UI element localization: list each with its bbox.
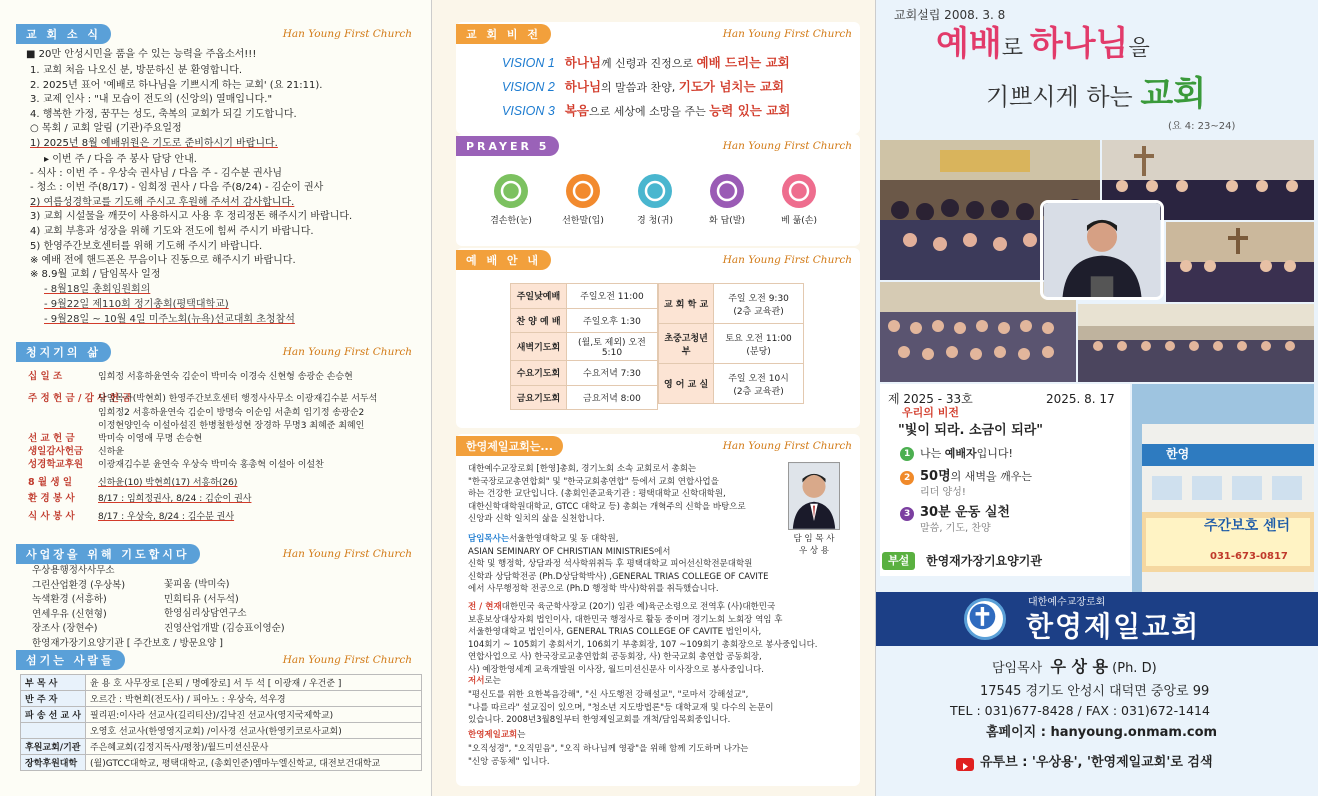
prayer-label: 베 풂(손) bbox=[781, 216, 817, 226]
worship-label: 영 어 교 실 bbox=[659, 364, 714, 404]
offering-names: 담임목사(박현희) 한영주간보호센터 행정사사무소 이광재김수분 서두석 bbox=[98, 394, 378, 404]
church-head: 한영제일교회 bbox=[468, 730, 518, 740]
business-item: 장조사 (장현수) bbox=[32, 623, 98, 634]
youtube-text: 유투브 : '우상용', '한영제일교회'로 검색 bbox=[980, 755, 1213, 770]
worship-time bbox=[714, 324, 804, 364]
news-item: - 9월22일 제110회 정기총회(평택대학교) bbox=[44, 299, 229, 310]
worship-label: 새벽기도회 bbox=[511, 333, 567, 361]
church-line: "오직성경", "오직믿음", "오직 하나님께 영광"을 위해 함께 기도하며 나가는 bbox=[468, 744, 749, 754]
business-item: 민희티유 (서두석) bbox=[164, 593, 239, 605]
biz-header bbox=[16, 544, 420, 564]
intro-header bbox=[456, 436, 860, 456]
motto-ref: (요 4: 23~24) bbox=[1168, 121, 1236, 132]
church-name: 한영제일교회 bbox=[1026, 610, 1201, 643]
book-head: 저서 bbox=[468, 676, 485, 686]
annex-tag: 부설 bbox=[882, 552, 915, 570]
prayer-label: 선한말(입) bbox=[562, 216, 604, 226]
annex-name: 한영재가장기요양기관 bbox=[926, 554, 1042, 568]
founded-date: 교회설립 2008. 3. 8 bbox=[894, 8, 1006, 22]
offering-label: 식 사 봉 사 bbox=[28, 511, 75, 522]
worship-label: 찬 양 예 배 bbox=[511, 308, 567, 333]
worship-row bbox=[659, 284, 804, 324]
business-item: 한영심리상담연구소 bbox=[164, 608, 247, 619]
vision-key: 하나님 bbox=[564, 79, 602, 94]
edu-text: 서울한영대학교 및 동 대학원, bbox=[509, 534, 619, 544]
vision-header bbox=[456, 24, 860, 44]
serve-value: 오르간 : 박현희(전도사) / 피아노 : 우상숙, 석우경 bbox=[86, 691, 422, 707]
pastor-name: 우 상 용 bbox=[1050, 657, 1109, 676]
intro-line: 대한신학대학원대학교, GTCC 대학교 등) 총회는 개혁주의 신학을 바탕으로 bbox=[468, 501, 746, 512]
pastor-photo bbox=[788, 462, 840, 530]
offer-title: 청지기의 삶 bbox=[16, 342, 111, 362]
photo-worship-team bbox=[1166, 222, 1314, 302]
worship-time-line2: (2층 교육관) bbox=[733, 306, 784, 317]
vision-2-post: 의 새벽을 깨우는 bbox=[950, 470, 1033, 483]
offering-label: 환 경 봉 사 bbox=[28, 493, 75, 504]
pastor-caption1: 담 임 목 사 bbox=[793, 534, 835, 544]
business-item: 그린산업환경 (우상복) bbox=[32, 579, 126, 591]
news-header bbox=[16, 24, 420, 44]
vision-number: VISION 3 bbox=[502, 104, 555, 118]
news-item: - 식사 : 이번 주 - 우상숙 권사님 / 다음 주 - 김수분 권사님 bbox=[30, 168, 283, 179]
offering-label: 8 월 생 일 bbox=[28, 477, 73, 488]
serve-eng: Han Young First Church bbox=[282, 654, 412, 666]
serve-label: 반 주 자 bbox=[21, 691, 86, 707]
vision-1-bold: 예배자 bbox=[944, 447, 977, 460]
serve-row bbox=[21, 723, 422, 739]
news-item: 1) 2025년 8월 예배위원은 기도로 준비하시기 바랍니다. bbox=[30, 138, 278, 149]
worship-row bbox=[511, 385, 658, 410]
pastor-label: 담임목사 bbox=[992, 661, 1043, 676]
church-line: "신앙 공동체" 입니다. bbox=[468, 756, 550, 767]
offering-names: 임희정2 서흥하윤연숙 김순이 방명숙 이순임 서춘희 임기정 송광순2 bbox=[98, 408, 365, 418]
middle-panel bbox=[432, 0, 876, 796]
career-line: 사) 예장한영세계 교육개발원 이사장, 월드미션신문사 이사장으로 봉사중입니다. bbox=[468, 664, 764, 675]
edu-head: 담임목사는 bbox=[468, 534, 510, 544]
offering-names: 신하윤 bbox=[98, 447, 125, 457]
offering-label: 성경학교후원 bbox=[28, 459, 84, 470]
address: 17545 경기도 안성시 대덕면 중앙로 99 bbox=[980, 684, 1210, 699]
serve-row bbox=[21, 739, 422, 755]
pastor-degree: (Ph. D) bbox=[1112, 661, 1157, 676]
news-item: 5) 한영주간보호센터를 위해 기도해 주시기 바랍니다. bbox=[30, 241, 263, 252]
career-line: 보훈보상대상자회 법인이사, 대한민국 행정사로 활동 중이며 경기노회 노회장 역임 후 bbox=[468, 614, 783, 625]
worship-header bbox=[456, 250, 860, 270]
worship-label: 교 회 학 교 bbox=[659, 284, 714, 324]
worship-row bbox=[659, 364, 804, 404]
intro-line: 신앙과 신학 일치의 삶을 실천합니다. bbox=[468, 514, 605, 524]
prayer-title: PRAYER 5 bbox=[456, 136, 559, 156]
worship-row bbox=[511, 361, 658, 386]
vision-quote: "빛이 되라. 소금이 되라" bbox=[898, 423, 1044, 438]
news-title: 교 회 소 식 bbox=[16, 24, 111, 44]
worship-time bbox=[714, 284, 804, 324]
offering-label: 십 일 조 bbox=[28, 371, 63, 382]
offering-names: 8/17 : 우상숙, 8/24 : 김수분 권사 bbox=[98, 512, 235, 522]
offering-names: 이광재김수분 윤연숙 우상숙 박미숙 홍총혁 이설아 이설찬 bbox=[98, 460, 324, 470]
news-item: 2) 여름성경학교를 기도해 주시고 후원해 주셔서 감사합니다. bbox=[30, 197, 295, 208]
worship-eng: Han Young First Church bbox=[722, 254, 852, 266]
offering-label: 선 교 헌 금 bbox=[28, 433, 75, 444]
vision-eng: Han Young First Church bbox=[722, 28, 852, 40]
vision-key: 복음 bbox=[564, 103, 589, 118]
vision-number: VISION 1 bbox=[502, 56, 555, 70]
motto-word-church: 교회 bbox=[1140, 74, 1207, 114]
worship-time-line1: 토요 오전 11:00 bbox=[725, 333, 792, 344]
serve-label: 장학후원대학 bbox=[21, 755, 86, 771]
issue-date: 2025. 8. 17 bbox=[1046, 392, 1115, 406]
prayer-label: 경 청(귀) bbox=[637, 216, 673, 226]
worship-time bbox=[714, 364, 804, 404]
serve-value: 필리핀:이사라 선교사(길리티산)/김낙진 선교사(영지국제학교) bbox=[86, 707, 422, 723]
worship-time-line2: (2층 교육관) bbox=[733, 386, 784, 397]
intro-line: 대한예수교장로회 [한영]총회, 경기노회 소속 교회로서 총회는 bbox=[468, 464, 697, 474]
news-item: - 9월28일 ~ 10월 4일 미주노회(뉴욕)선교대회 초청참석 bbox=[44, 314, 295, 325]
offering-names: 박미숙 이영애 무명 손승현 bbox=[98, 434, 203, 444]
motto-word-god: 하나님 bbox=[1029, 24, 1129, 64]
worship-row bbox=[511, 333, 658, 361]
serve-title: 섬기는 사람들 bbox=[16, 650, 125, 670]
worship-label: 수요기도회 bbox=[511, 361, 567, 386]
career-head: 전 / 현재 bbox=[468, 602, 502, 612]
book-text: 로는 bbox=[484, 676, 501, 686]
news-eng: Han Young First Church bbox=[282, 28, 412, 40]
church-text: 는 bbox=[517, 730, 526, 740]
worship-row bbox=[659, 324, 804, 364]
right-panel bbox=[876, 0, 1318, 796]
left-panel bbox=[0, 0, 432, 796]
motto-word-worship: 예배 bbox=[936, 24, 1002, 64]
vision-end: 기도가 넘치는 교회 bbox=[678, 79, 785, 94]
business-item: 꽃피움 (박미숙) bbox=[164, 579, 230, 590]
offering-label: 생일감사헌금 bbox=[28, 446, 84, 457]
intro-line: 신학과 상담학전공 (Ph.D상담학박사) ,GENERAL TRIAS COLLEGE OF CAVITE bbox=[468, 571, 769, 582]
career-text: 대한민국 육군학사장교 (20기) 임관 예)육군소령으로 전역후 (사)대한민국 bbox=[501, 602, 776, 612]
vision-title: 교 회 비 전 bbox=[456, 24, 551, 44]
intro-line bbox=[468, 674, 501, 688]
news-item: 3. 교제 인사 : "내 모습이 전도의 (신앙의) 열매입니다." bbox=[30, 94, 273, 105]
news-item: ※ 8.9월 교회 / 담임목사 일정 bbox=[30, 269, 161, 280]
business-item: 진영산업개발 (김승표이영순) bbox=[164, 622, 285, 634]
worship-time: (월,토 제외) 오전 5:10 bbox=[566, 333, 657, 361]
news-item: 1. 교회 처음 나오신 분, 방문하신 분 환영합니다. bbox=[30, 65, 243, 76]
worship-row bbox=[511, 308, 658, 333]
worship-label: 초중고청년부 bbox=[659, 324, 714, 364]
career-line: 104회기 ~ 105회기 총회서기, 106회기 부총회장, 107 ~109회기 총회장으로 봉사중입니다. bbox=[468, 639, 818, 650]
news-item: - 청소 : 이번 주(8/17) - 임희정 권사 / 다음 주(8/24) - 김순이 권사 bbox=[30, 182, 324, 193]
worship-time: 수요저녁 7:30 bbox=[566, 361, 657, 386]
serve-row bbox=[21, 675, 422, 691]
book-line: "평신도를 위한 요한복음강해", "신 사도행전 강해설교", "로마서 강해설교", bbox=[468, 690, 749, 700]
sign-center-name: 주간보호 센터 bbox=[1204, 518, 1291, 534]
prayer-eng: Han Young First Church bbox=[722, 140, 852, 152]
intro-line: ASIAN SEMINARY OF CHRISTIAN MINISTRIES에서 bbox=[468, 546, 671, 557]
tel-fax: TEL : 031)677-8428 / FAX : 031)672-1414 bbox=[950, 703, 1210, 718]
offering-label: 주 정 헌 금 / 감 사 헌 금 bbox=[28, 393, 132, 404]
worship-time: 주일오후 1:30 bbox=[566, 308, 657, 333]
sign-phone: 031-673-0817 bbox=[1210, 551, 1288, 562]
business-item: 한영재가장기요양기관 [ 주간보호 / 방문요양 ] bbox=[32, 637, 223, 649]
vision-2-bold: 50명 bbox=[920, 469, 951, 484]
worship-time-line2: (분당) bbox=[746, 346, 771, 357]
vision-2 bbox=[920, 470, 1032, 484]
serve-value: 윤 용 호 사무장로 [은퇴 / 명예장로] 서 두 석 [ 이광재 / 우건준 ] bbox=[86, 675, 422, 691]
our-vision-title: 우리의 비전 bbox=[902, 406, 959, 419]
biz-eng: Han Young First Church bbox=[282, 548, 412, 560]
vision-1 bbox=[920, 447, 1013, 461]
homepage: 홈페이지 : hanyoung.onmam.com bbox=[986, 725, 1218, 740]
prayer-label: 겸손한(눈) bbox=[490, 216, 532, 226]
serve-value: 오영호 선교사(한영영지교회) /이사경 선교사(한영키코로사교회) bbox=[86, 723, 422, 739]
number-three-label: 3 bbox=[904, 509, 911, 519]
intro-eng: Han Young First Church bbox=[722, 440, 852, 452]
career-line: 서울한영대학교 법인이사, GENERAL TRIAS COLLEGE OF CAVITE 법인이사, bbox=[468, 627, 762, 637]
vision-row bbox=[502, 56, 790, 71]
vision-mid: 으로 세상에 소망을 주는 bbox=[588, 105, 710, 118]
intro-line: 하는 건강한 교단입니다. (총회인준교육기관 : 평택대학교 신학대학원, bbox=[468, 489, 726, 499]
worship-table-left bbox=[510, 283, 658, 410]
offer-eng: Han Young First Church bbox=[282, 346, 412, 358]
sign-church-name: 한영 bbox=[1166, 447, 1190, 461]
news-item: ▸ 이번 주 / 다음 주 봉사 담당 안내. bbox=[44, 154, 197, 165]
worship-time-line1: 주일 오전 10시 bbox=[728, 373, 789, 384]
motto-line1 bbox=[936, 24, 1150, 69]
pastor-caption2: 우 상 용 bbox=[798, 546, 830, 556]
offering-names: 임희정 서흥하윤연숙 김순이 박미숙 이경숙 신현형 송광순 손승현 bbox=[98, 372, 353, 382]
serve-label: 파 송 선 교 사 bbox=[21, 707, 86, 723]
worship-time: 금요저녁 8:00 bbox=[566, 385, 657, 410]
news-item: ○ 목회 / 교회 알림 (기관)주요일정 bbox=[30, 123, 182, 134]
serve-label bbox=[21, 723, 86, 739]
book-line: "나를 따르라" 설교집이 있으며, "청소년 지도방법론"등 대학교재 및 다수의 논문이 bbox=[468, 702, 774, 713]
serve-row bbox=[21, 707, 422, 723]
vision-end: 예배 드리는 교회 bbox=[696, 55, 790, 70]
news-item: 2. 2025년 표어 '예배로 하나님을 기쁘시게 하는 교회' (요 21:11). bbox=[30, 80, 323, 91]
number-one-label: 1 bbox=[904, 449, 911, 459]
worship-table-right bbox=[658, 283, 804, 404]
number-two-label: 2 bbox=[904, 473, 911, 483]
biz-title: 사업장을 위해 기도합시다 bbox=[16, 544, 200, 564]
vision-row bbox=[502, 80, 784, 95]
issue-number: 제 2025 - 33호 bbox=[888, 392, 973, 406]
motto-phrase: 기쁘시게 하는 bbox=[986, 83, 1141, 111]
photo-pastor-preaching bbox=[1040, 200, 1164, 300]
motto-particle1: 로 bbox=[1001, 36, 1030, 61]
offering-names: 신하윤(10) 박현희(17) 서흥하(26) bbox=[98, 478, 238, 488]
intro-line: 에서 사무행정학 전공으로 (Ph.D 행정학 박사)학위를 취득했습니다. bbox=[468, 584, 719, 594]
news-item: 4) 교회 부흥과 성장을 위해 기도와 전도에 힘써 주시기 바랍니다. bbox=[30, 226, 314, 237]
pastor-line bbox=[992, 657, 1157, 676]
news-item: ■ 20만 안성시민을 품을 수 있는 능력을 주옵소서!!! bbox=[26, 49, 257, 60]
vision-1-pre: 나는 bbox=[920, 447, 945, 460]
intro-line bbox=[468, 532, 618, 546]
serve-value: 주은혜교회(김정지독사/평창)/월드미션신문사 bbox=[86, 739, 422, 755]
mouth-icon bbox=[566, 174, 600, 208]
intro-line: 신학 및 행정학, 상담과정 석사학위취득 후 평택대학교 피어선신학전문대학원 bbox=[468, 559, 753, 569]
vision-3-line2: 말씀, 기도, 찬양 bbox=[920, 523, 991, 534]
serve-table bbox=[20, 674, 422, 771]
vision-number: VISION 2 bbox=[502, 80, 555, 94]
serve-row bbox=[21, 691, 422, 707]
prayer-label: 화 답(발) bbox=[709, 216, 745, 226]
news-item: ※ 예배 전에 핸드폰은 무음이나 진동으로 해주시기 바랍니다. bbox=[30, 255, 296, 266]
vision-1-post: 입니다! bbox=[976, 447, 1013, 460]
vision-key: 하나님 bbox=[564, 55, 602, 70]
business-item: 우상용행정사사무소 bbox=[32, 565, 115, 576]
hand-icon bbox=[782, 174, 816, 208]
motto-particle2: 을 bbox=[1128, 36, 1150, 61]
business-item: 녹색환경 (서흥하) bbox=[32, 594, 107, 605]
worship-title: 예 배 안 내 bbox=[456, 250, 551, 270]
vision-mid: 께 신령과 진정으로 bbox=[601, 57, 697, 70]
vision-2-line2: 리더 양성! bbox=[920, 487, 966, 498]
vision-end: 능력 있는 교회 bbox=[709, 103, 791, 118]
news-item: 3) 교회 시설물을 깨끗이 사용하시고 사용 후 정리정돈 해주시기 바랍니다. bbox=[30, 211, 353, 222]
foot-icon bbox=[710, 174, 744, 208]
denomination: 대한예수교장로회 bbox=[1028, 597, 1106, 608]
vision-row bbox=[502, 104, 790, 119]
prayer-header bbox=[456, 136, 860, 156]
serve-label: 후원교회/기관 bbox=[21, 739, 86, 755]
worship-time-line1: 주일 오전 9:30 bbox=[728, 293, 789, 304]
serve-row bbox=[21, 755, 422, 771]
worship-label: 금요기도회 bbox=[511, 385, 567, 410]
youtube-icon bbox=[956, 758, 974, 771]
business-item: 연세우유 (신현형) bbox=[32, 608, 107, 620]
intro-title: 한영제일교회는... bbox=[456, 436, 563, 456]
vision-mid: 의 말씀과 찬양, bbox=[601, 81, 679, 94]
serve-header bbox=[16, 650, 420, 670]
vision-3: 30분 운동 실천 bbox=[920, 505, 1010, 520]
offer-header bbox=[16, 342, 420, 362]
book-line: 있습니다. 2008년3월8일부터 한영제일교회를 개척/담임목회중입니다. bbox=[468, 715, 731, 725]
photo-hall bbox=[1078, 304, 1314, 382]
ear-icon bbox=[638, 174, 672, 208]
intro-line: "한국장로교총연합회" 및 "한국교회총연합" 등에서 교회 연합사업을 bbox=[468, 476, 719, 487]
worship-time: 주일오전 11:00 bbox=[566, 284, 657, 309]
intro-line bbox=[468, 728, 526, 742]
eye-icon bbox=[494, 174, 528, 208]
worship-label: 주일낮예배 bbox=[511, 284, 567, 309]
serve-value: (월)GTCC대학교, 평택대학교, (총회인준)엠마누엘신학교, 대전보건대학교 bbox=[86, 755, 422, 771]
serve-label: 부 목 사 bbox=[21, 675, 86, 691]
news-item: - 8월18일 총회임원회의 bbox=[44, 284, 151, 295]
church-logo-icon bbox=[964, 598, 1006, 640]
career-line: 연합사업으로 사) 한국장로교총연합회 공동회장, 사) 한국교회 총연합 공동회장, bbox=[468, 652, 762, 662]
offering-names: 이정현양인숙 이설아설진 한병철한성현 장경하 무명3 최혜준 최혜인 bbox=[98, 421, 365, 431]
news-item: 4. 행복한 가정, 꿈꾸는 성도, 축복의 교회가 되길 기도합니다. bbox=[30, 109, 297, 120]
motto-line2 bbox=[986, 74, 1206, 117]
worship-row bbox=[511, 284, 658, 309]
offering-names: 8/17 : 임희정권사, 8/24 : 김순이 권사 bbox=[98, 494, 252, 504]
